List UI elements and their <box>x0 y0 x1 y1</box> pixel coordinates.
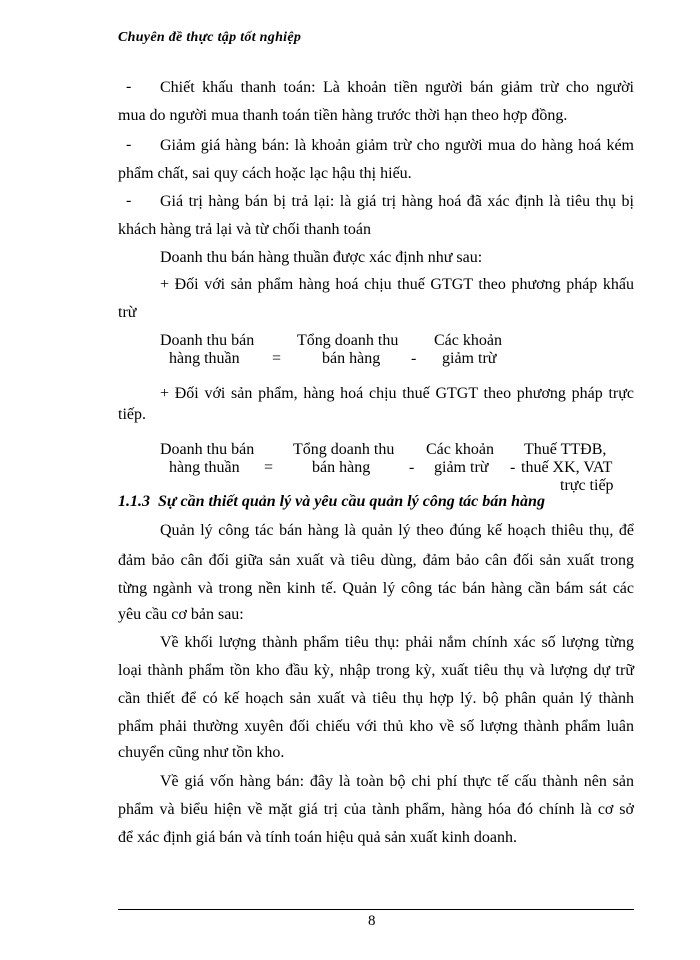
paragraph-2-line-2: loại thành phẩm tồn kho đầu kỳ, nhập trong kỳ, xuất tiêu thụ và lượng dự trữ <box>118 662 634 679</box>
paragraph-3-line-3: để xác định giá bán và tính toán hiệu quả sản xuất kinh doanh. <box>118 829 518 846</box>
bullet-3-line-1: Giá trị hàng bán bị trả lại: là giá trị hàng hoá đã xác định là tiêu thụ bị <box>160 193 634 210</box>
footer-rule <box>118 909 634 910</box>
equals-sign: = <box>272 350 282 367</box>
case-direct-line-1: + Đối với sản phẩm, hàng hoá chịu thuế GTGT theo phương pháp trực <box>160 385 634 402</box>
bullet-3-line-2: khách hàng trả lại và từ chối thanh toán <box>118 221 372 238</box>
formula-term: giảm trừ <box>434 459 489 476</box>
running-header: Chuyên đề thực tập tốt nghiệp <box>118 30 302 45</box>
formula-term: hàng thuần <box>169 350 240 367</box>
minus-sign: - <box>411 350 417 367</box>
formula-term: giảm trừ <box>442 350 497 367</box>
formula-term: Tổng doanh thu <box>293 441 395 458</box>
section-number: 1.1.3 <box>118 493 150 510</box>
minus-sign: - <box>409 459 415 476</box>
case-deduction-line-1: + Đối với sản phẩm hàng hoá chịu thuế GTGT theo phương pháp khấu <box>160 276 634 293</box>
formula-term: bán hàng <box>312 459 371 476</box>
paragraph-2-line-3: cần thiết để có kế hoạch sản xuất và tiêu thụ hợp lý. bộ phân quản lý thành <box>118 690 634 707</box>
paragraph-1-line-2: đảm bảo cân đối giữa sản xuất và tiêu dùng, đảm bảo cân đối sản xuất trong <box>118 552 634 569</box>
paragraph-1-line-4: yêu cầu cơ bản sau: <box>118 606 244 623</box>
net-revenue-intro: Doanh thu bán hàng thuần được xác định như sau: <box>160 249 483 266</box>
section-heading <box>118 493 545 511</box>
case-direct-line-2: tiếp. <box>118 406 146 423</box>
page-number: 8 <box>368 913 376 929</box>
formula-term: Các khoản <box>434 332 502 349</box>
section-title: Sự cần thiết quản lý và yêu cầu quản lý công tác bán hàng <box>158 493 545 510</box>
formula-term: Tổng doanh thu <box>297 332 399 349</box>
equals-sign: = <box>264 459 274 476</box>
bullet-1-line-1: Chiết khấu thanh toán: Là khoản tiền người bán giảm trừ cho người <box>160 79 634 96</box>
formula-term: Doanh thu bán <box>160 332 255 349</box>
paragraph-3-line-2: phẩm và biểu hiện về mặt giá trị của tành phẩm, hàng hóa đó chính là cơ sở <box>118 801 634 818</box>
paragraph-1-line-3: từng ngành và trong nền kinh tế. Quản lý công tác bán hàng cần bám sát các <box>118 580 634 597</box>
formula-term: Thuế TTĐB, <box>524 441 607 458</box>
bullet-2-line-1: Giảm giá hàng bán: là khoản giảm trừ cho người mua do hàng hoá kém <box>160 137 634 154</box>
bullet-dash: - <box>126 136 132 153</box>
bullet-dash: - <box>126 78 132 95</box>
bullet-2-line-2: phẩm chất, sai quy cách hoặc lạc hậu thị hiếu. <box>118 165 412 182</box>
paragraph-2-line-1: Về khối lượng thành phẩm tiêu thụ: phải nắm chính xác số lượng từng <box>160 634 634 651</box>
formula-term: trực tiếp <box>560 477 614 494</box>
formula-term: thuế XK, VAT <box>521 459 613 476</box>
paragraph-2-line-4: phẩm phải thường xuyên đối chiếu với thủ kho về số lượng thành phẩm luân <box>118 718 634 735</box>
paragraph-2-line-5: chuyển cũng như tồn kho. <box>118 744 285 761</box>
formula-term: Doanh thu bán <box>160 441 255 458</box>
case-deduction-line-2: trừ <box>118 304 137 321</box>
bullet-dash: - <box>126 192 132 209</box>
minus-sign: - <box>510 459 516 476</box>
formula-term: Các khoản <box>426 441 494 458</box>
paragraph-3-line-1: Về giá vốn hàng bán: đây là toàn bộ chi phí thực tế cấu thành nên sản <box>160 773 634 790</box>
bullet-1-line-2: mua do người mua thanh toán tiền hàng trước thời hạn theo hợp đồng. <box>118 107 568 124</box>
formula-term: bán hàng <box>322 350 381 367</box>
formula-term: hàng thuần <box>169 459 240 476</box>
paragraph-1-line-1: Quản lý công tác bán hàng là quản lý theo đúng kế hoạch thiêu thụ, để <box>160 522 634 539</box>
